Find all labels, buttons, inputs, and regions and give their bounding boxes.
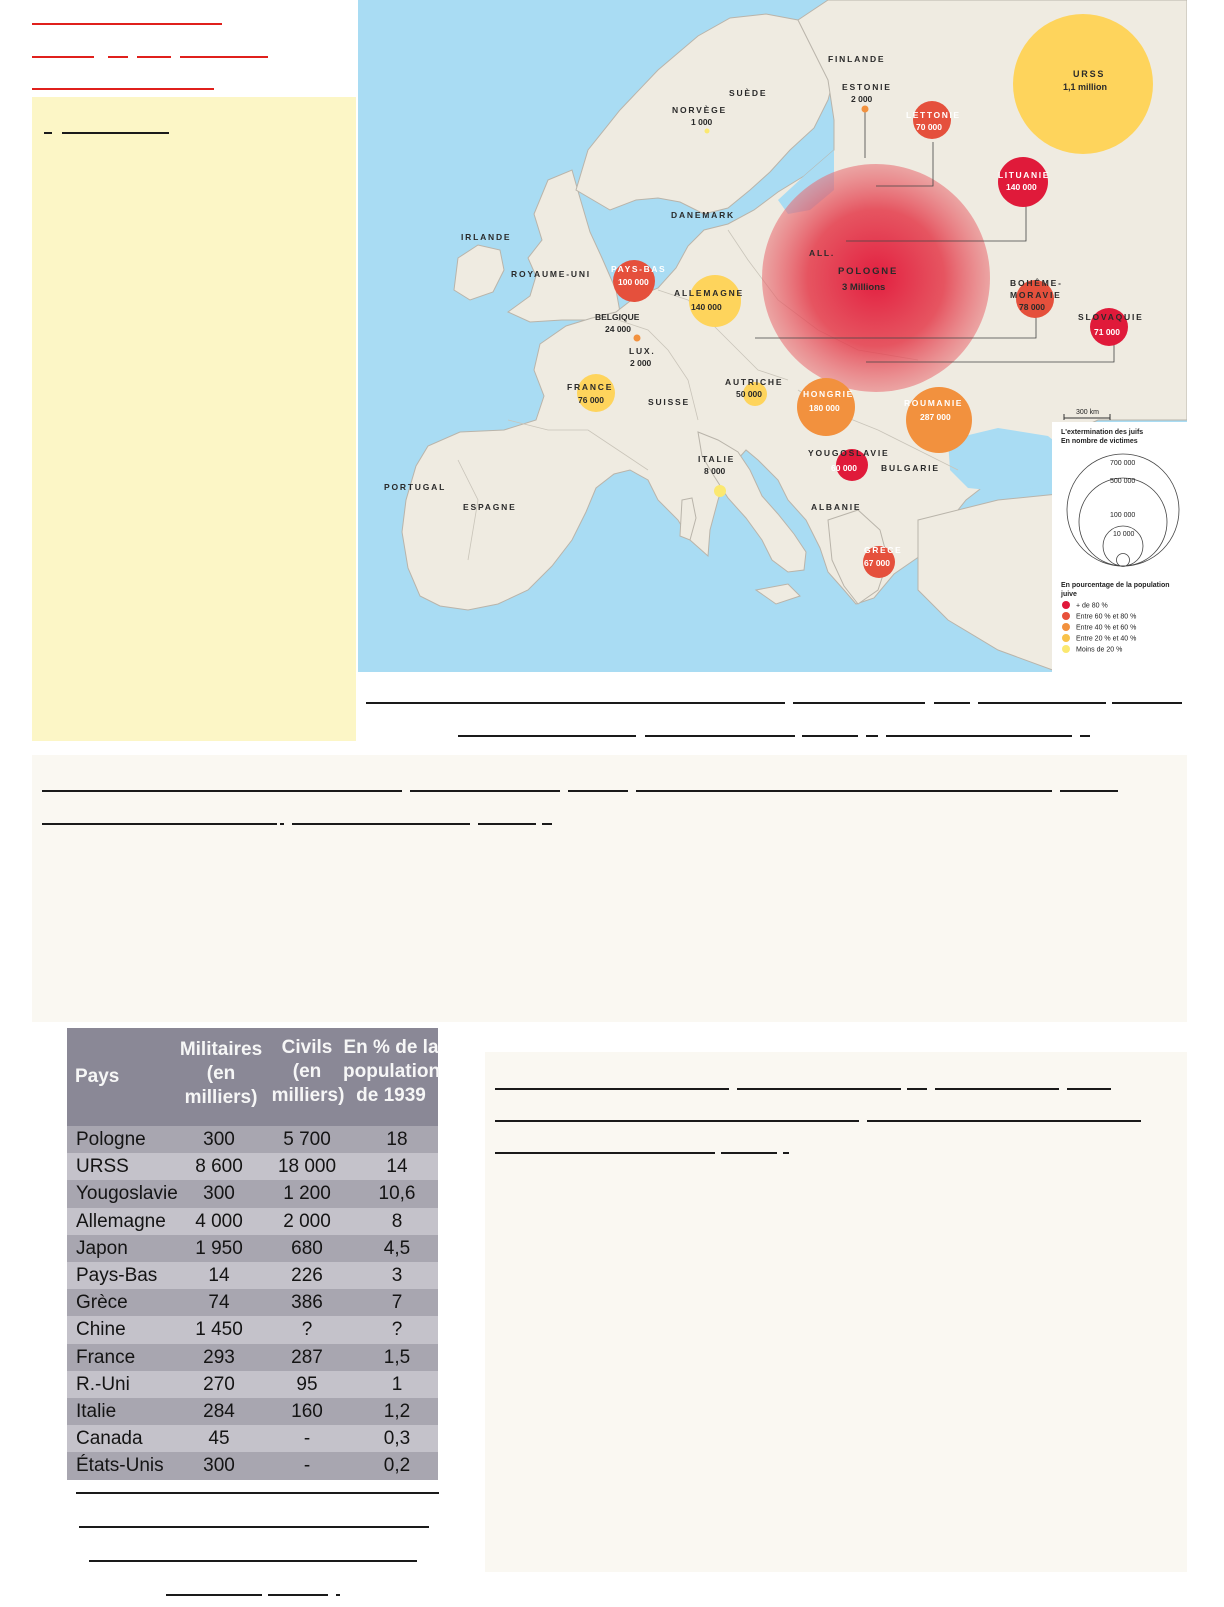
table-cell: 300 bbox=[203, 1455, 235, 1477]
table-cell: 680 bbox=[291, 1237, 323, 1259]
title-line-3 bbox=[32, 88, 214, 90]
label-albanie: ALBANIE bbox=[811, 502, 862, 512]
value-italie: 8 000 bbox=[704, 466, 726, 476]
cell-country: France bbox=[76, 1346, 136, 1368]
cell-country: Yougoslavie bbox=[76, 1183, 178, 1205]
cell-country: Grèce bbox=[76, 1292, 128, 1314]
table-cell: 1 950 bbox=[195, 1237, 243, 1259]
cell-country: Canada bbox=[76, 1428, 143, 1450]
header-militaires-2: (en bbox=[206, 1063, 236, 1084]
label-suisse: SUISSE bbox=[648, 397, 690, 407]
question-panel-1 bbox=[32, 755, 1187, 1022]
value-urss: 1,1 million bbox=[1063, 82, 1108, 92]
table-header bbox=[67, 1028, 441, 1126]
table-cell: 18 bbox=[386, 1129, 408, 1150]
label-boheme: BOHÊME- bbox=[1010, 278, 1063, 288]
label-yougoslavie: YOUGOSLAVIE bbox=[808, 448, 890, 458]
table-caption-line-4c bbox=[336, 1594, 340, 1596]
q1-line-2c bbox=[292, 823, 470, 825]
header-pays: Pays bbox=[75, 1066, 120, 1087]
header-militaires-1: Militaires bbox=[179, 1039, 263, 1060]
label-irlande: IRLANDE bbox=[461, 232, 512, 242]
table-cell: 300 bbox=[203, 1129, 235, 1150]
q2-line-1a bbox=[495, 1088, 729, 1090]
scale-label: 300 km bbox=[1076, 409, 1099, 416]
value-belgique: 24 000 bbox=[605, 324, 631, 334]
map-caption-line-2b bbox=[645, 735, 795, 737]
map-caption-line-1a bbox=[366, 702, 785, 704]
q2-line-2b bbox=[867, 1120, 1141, 1122]
map-caption-line-2f bbox=[1080, 735, 1090, 737]
legend-500k: 500 000 bbox=[1110, 478, 1136, 485]
map-caption-line-2c bbox=[802, 735, 858, 737]
italie-circle bbox=[714, 485, 726, 497]
value-slovaquie: 71 000 bbox=[1094, 327, 1120, 337]
legend-item-label: Entre 60 % et 80 % bbox=[1076, 613, 1137, 621]
legend-swatch bbox=[1062, 601, 1070, 609]
label-suede: SUÈDE bbox=[729, 88, 768, 98]
label-all: ALL. bbox=[809, 248, 836, 258]
header-pct-2: population bbox=[343, 1061, 441, 1082]
header-pct-3: de 1939 bbox=[356, 1085, 426, 1106]
title-line-2b bbox=[108, 56, 128, 58]
map-caption-line-1e bbox=[1112, 702, 1182, 704]
table-cell: 10,6 bbox=[378, 1183, 416, 1205]
title-line-1 bbox=[32, 23, 222, 25]
table-cell: ? bbox=[301, 1319, 313, 1341]
legend-pct-title-1: En pourcentage de la population bbox=[1061, 582, 1170, 589]
label-lettonie: LETTONIE bbox=[906, 110, 961, 120]
legend-item-label: Moins de 20 % bbox=[1076, 646, 1123, 654]
note-panel bbox=[32, 97, 356, 741]
label-espagne: ESPAGNE bbox=[463, 502, 517, 512]
table-cell: 287 bbox=[291, 1346, 323, 1368]
q1-line-1b bbox=[410, 790, 560, 792]
table-cell: 74 bbox=[208, 1292, 230, 1314]
value-norvege: 1 000 bbox=[691, 117, 713, 127]
label-slovaquie: SLOVAQUIE bbox=[1078, 312, 1144, 322]
value-autriche: 50 000 bbox=[736, 389, 762, 399]
europe-map bbox=[358, 0, 1187, 672]
france-circle bbox=[577, 374, 615, 412]
table-row bbox=[67, 1262, 438, 1290]
table-cell: 4,5 bbox=[383, 1237, 411, 1259]
table-cell: 7 bbox=[391, 1292, 403, 1314]
q1-line-1d bbox=[636, 790, 1052, 792]
table-row bbox=[67, 1126, 438, 1154]
lettonie-circle bbox=[913, 101, 951, 139]
label-france: FRANCE bbox=[567, 382, 614, 392]
table-cell: 1,5 bbox=[383, 1346, 411, 1368]
label-roumanie: ROUMANIE bbox=[904, 398, 964, 408]
table-cell: ? bbox=[391, 1319, 403, 1341]
label-moravie: MORAVIE bbox=[1010, 290, 1062, 300]
q1-line-1e bbox=[1060, 790, 1118, 792]
table-cell: 1 bbox=[391, 1373, 403, 1395]
map-caption-line-1b bbox=[793, 702, 925, 704]
map-caption-line-2a bbox=[458, 735, 636, 737]
table-cell: 14 bbox=[386, 1156, 408, 1178]
q1-line-2a bbox=[42, 823, 277, 825]
table-row bbox=[67, 1425, 438, 1453]
value-allemagne: 140 000 bbox=[691, 302, 722, 312]
cell-country: Pologne bbox=[76, 1129, 146, 1150]
table-cell: 8 bbox=[391, 1210, 403, 1232]
q2-line-1e bbox=[1067, 1088, 1111, 1090]
table-caption-line-1 bbox=[76, 1492, 439, 1494]
q2-line-1c bbox=[907, 1088, 927, 1090]
q2-line-1d bbox=[935, 1088, 1059, 1090]
q1-line-1a bbox=[42, 790, 402, 792]
cell-country: Chine bbox=[76, 1319, 126, 1341]
table-cell: 2 000 bbox=[283, 1210, 331, 1232]
value-france: 76 000 bbox=[578, 395, 604, 405]
q1-line-2d bbox=[478, 823, 536, 825]
label-grece: GRÈCE bbox=[864, 545, 903, 555]
estonie-circle bbox=[862, 106, 869, 113]
legend-item-label: Entre 40 % et 60 % bbox=[1076, 624, 1137, 632]
label-pays-bas: PAYS-BAS bbox=[611, 264, 667, 274]
legend-10k: 10 000 bbox=[1113, 531, 1135, 538]
header-civils-3: milliers) bbox=[271, 1085, 345, 1106]
table-row bbox=[67, 1398, 438, 1426]
label-urss: URSS bbox=[1073, 69, 1106, 79]
table-cell: 0,3 bbox=[383, 1428, 411, 1450]
label-norvege: NORVÈGE bbox=[672, 105, 727, 115]
cell-country: Italie bbox=[76, 1401, 117, 1422]
header-pct-1: En % de la bbox=[343, 1037, 439, 1058]
table-cell: 14 bbox=[208, 1265, 230, 1286]
table-caption-line-3 bbox=[89, 1560, 417, 1562]
table-row bbox=[67, 1289, 438, 1317]
map-caption-line-2d bbox=[866, 735, 878, 737]
header-civils-1: Civils bbox=[281, 1037, 333, 1058]
q2-line-3a bbox=[495, 1152, 715, 1154]
label-finlande: FINLANDE bbox=[828, 54, 886, 64]
q1-line-2e bbox=[542, 823, 552, 825]
label-portugal: PORTUGAL bbox=[384, 482, 447, 492]
legend-title-1: L'extermination des juifs bbox=[1061, 429, 1144, 436]
label-italie: ITALIE bbox=[698, 454, 736, 464]
legend-swatch bbox=[1062, 634, 1070, 642]
table-cell: 284 bbox=[203, 1401, 235, 1422]
table-cell: 8 600 bbox=[195, 1156, 243, 1178]
legend-swatch bbox=[1062, 645, 1070, 653]
table-caption-line-4a bbox=[166, 1594, 262, 1596]
pologne-circle bbox=[762, 164, 990, 392]
label-pologne: POLOGNE bbox=[838, 266, 899, 277]
question-panel-2 bbox=[485, 1052, 1187, 1572]
title-line-2d bbox=[180, 56, 268, 58]
table-row bbox=[67, 1208, 438, 1236]
q2-line-2a bbox=[495, 1120, 859, 1122]
table-row bbox=[67, 1452, 438, 1480]
table-cell: 226 bbox=[291, 1265, 323, 1286]
table-cell: 300 bbox=[203, 1183, 235, 1205]
table-caption-line-2 bbox=[79, 1526, 429, 1528]
label-lux: LUX. bbox=[629, 346, 656, 356]
table-cell: 3 bbox=[391, 1265, 403, 1286]
table-cell: 0,2 bbox=[383, 1455, 411, 1477]
label-danemark: DANEMARK bbox=[671, 210, 735, 220]
cell-country: R.-Uni bbox=[76, 1373, 130, 1395]
map-caption-line-1d bbox=[978, 702, 1106, 704]
title-line-2a bbox=[32, 56, 94, 58]
title-line-2c bbox=[137, 56, 171, 58]
label-royaume-uni: ROYAUME-UNI bbox=[511, 269, 591, 279]
legend-700k: 700 000 bbox=[1110, 460, 1136, 467]
table-row bbox=[67, 1344, 438, 1372]
q1-line-1c bbox=[568, 790, 628, 792]
table-cell: 5 700 bbox=[283, 1129, 331, 1150]
table-cell: 4 000 bbox=[195, 1210, 243, 1232]
table-cell: 1,2 bbox=[383, 1401, 411, 1422]
value-lux: 2 000 bbox=[630, 358, 652, 368]
value-lituanie: 140 000 bbox=[1006, 182, 1037, 192]
table-cell: 160 bbox=[291, 1401, 323, 1422]
table-cell: - bbox=[303, 1455, 311, 1477]
q1-line-2b bbox=[280, 823, 284, 825]
value-pologne: 3 Millions bbox=[842, 282, 886, 293]
value-pays-bas: 100 000 bbox=[618, 277, 649, 287]
table-cell: 386 bbox=[291, 1292, 323, 1314]
legend-100k: 100 000 bbox=[1110, 512, 1136, 519]
table-cell: 1 200 bbox=[283, 1183, 331, 1205]
value-yougoslavie: 60 000 bbox=[831, 463, 857, 473]
label-bulgarie: BULGARIE bbox=[881, 463, 940, 473]
cell-country: Japon bbox=[76, 1237, 128, 1259]
q2-line-3c bbox=[783, 1152, 789, 1154]
cell-country: États-Unis bbox=[76, 1455, 164, 1477]
table-cell: 270 bbox=[203, 1373, 235, 1395]
losses-table bbox=[67, 1028, 441, 1477]
cell-country: URSS bbox=[76, 1156, 129, 1178]
table-cell: 18 000 bbox=[277, 1156, 337, 1178]
table-row bbox=[67, 1180, 438, 1208]
table-cell: - bbox=[303, 1428, 311, 1450]
cell-country: Allemagne bbox=[76, 1210, 166, 1232]
legend-swatch bbox=[1062, 612, 1070, 620]
value-boheme: 78 000 bbox=[1019, 302, 1045, 312]
cell-country: Pays-Bas bbox=[76, 1265, 158, 1286]
table-cell: 45 bbox=[208, 1428, 230, 1450]
label-belgique: BELGIQUE bbox=[595, 312, 640, 322]
table-caption-line-4b bbox=[268, 1594, 328, 1596]
header-civils-2: (en bbox=[292, 1061, 322, 1082]
label-allemagne: ALLEMAGNE bbox=[674, 288, 745, 298]
q2-line-1b bbox=[737, 1088, 901, 1090]
label-lituanie: LITUANIE bbox=[998, 170, 1050, 180]
table-cell: 1 450 bbox=[195, 1319, 243, 1341]
map-caption-line-1c bbox=[934, 702, 970, 704]
table-row bbox=[67, 1235, 438, 1263]
table-row bbox=[67, 1371, 438, 1399]
value-hongrie: 180 000 bbox=[809, 403, 840, 413]
legend-item-label: Entre 20 % et 40 % bbox=[1076, 635, 1137, 643]
lux-circle bbox=[634, 335, 641, 342]
label-autriche: AUTRICHE bbox=[725, 377, 784, 387]
table-row bbox=[67, 1316, 438, 1344]
note-line-a bbox=[44, 132, 52, 134]
value-estonie: 2 000 bbox=[851, 94, 873, 104]
norvege-circle bbox=[705, 129, 710, 134]
legend-pct-title-2: juive bbox=[1061, 591, 1077, 598]
legend-item-label: + de 80 % bbox=[1076, 602, 1108, 610]
label-hongrie: HONGRIE bbox=[803, 389, 854, 399]
table-cell: 293 bbox=[203, 1346, 235, 1368]
value-lettonie: 70 000 bbox=[916, 122, 942, 132]
value-grece: 67 000 bbox=[864, 558, 890, 568]
allemagne-circle bbox=[689, 275, 741, 327]
table-cell: 95 bbox=[296, 1373, 318, 1395]
q2-line-3b bbox=[721, 1152, 777, 1154]
legend-title-2: En nombre de victimes bbox=[1061, 438, 1138, 445]
note-line-b bbox=[62, 132, 169, 134]
map-caption-line-2e bbox=[886, 735, 1072, 737]
legend-swatch bbox=[1062, 623, 1070, 631]
header-militaires-3: milliers) bbox=[184, 1087, 258, 1108]
table-row bbox=[67, 1153, 438, 1181]
value-roumanie: 287 000 bbox=[920, 412, 951, 422]
label-estonie: ESTONIE bbox=[842, 82, 892, 92]
